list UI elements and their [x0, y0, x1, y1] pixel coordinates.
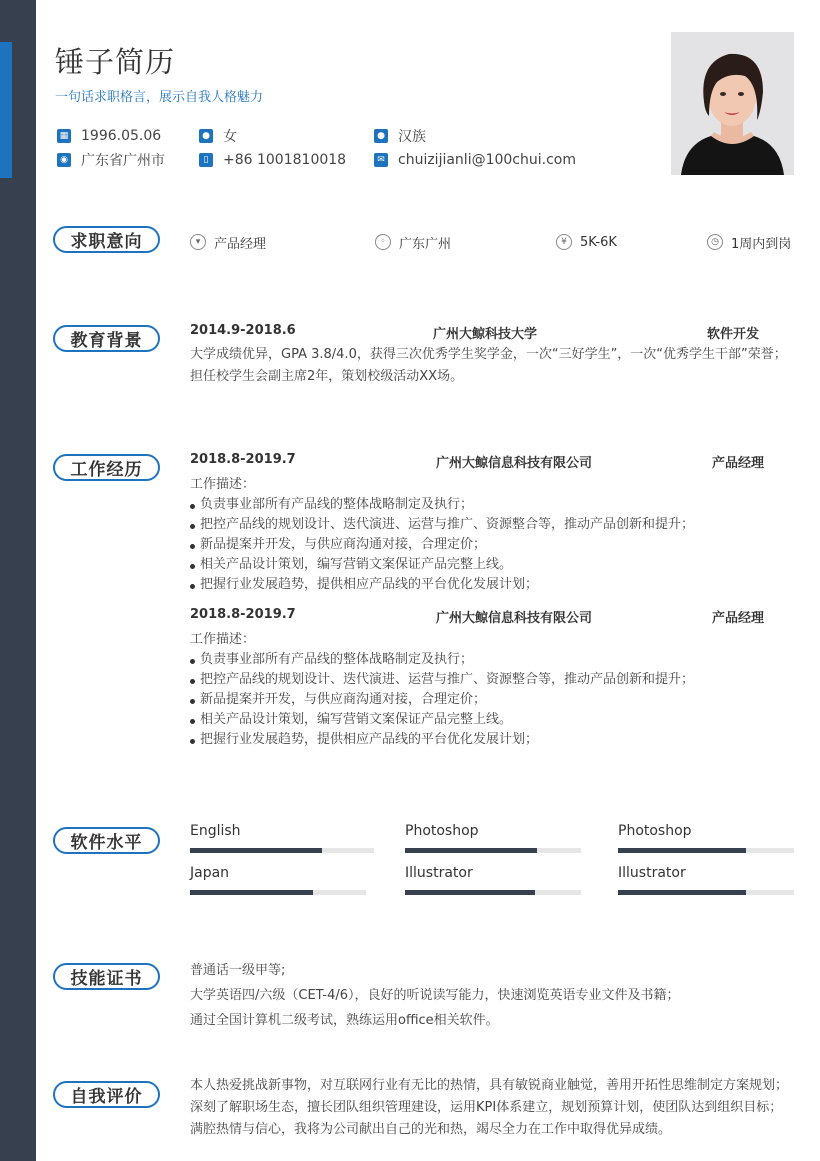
ethnicity-value: 汉族	[398, 129, 426, 145]
skill-bar	[190, 865, 366, 895]
section-title-certs: 技能证书	[53, 963, 160, 990]
person-badge-icon: ●	[374, 129, 388, 143]
info-birth	[57, 126, 161, 146]
skill-track	[190, 890, 366, 895]
resume-name: 锤子简历	[55, 45, 176, 79]
profile-photo	[671, 32, 794, 175]
education-header-row	[190, 323, 794, 343]
skill-fill	[405, 848, 537, 853]
phone-icon: ▯	[199, 153, 213, 167]
cert-line: 通过全国计算机二级考试，熟练运用office相关软件。	[190, 1013, 499, 1028]
skill-fill	[190, 890, 313, 895]
intent-salary	[556, 232, 617, 252]
skill-fill	[190, 848, 322, 853]
section-title-self: 自我评价	[53, 1081, 160, 1108]
skill-bar	[405, 865, 581, 895]
section-title-education: 教育背景	[53, 325, 160, 352]
work-item-description	[190, 475, 794, 595]
skill-track	[405, 890, 581, 895]
info-location	[57, 150, 165, 170]
skill-bar	[405, 823, 581, 853]
list-item: 新品提案并开发，与供应商沟通对接，合理定价；	[190, 690, 794, 710]
list-item: 相关产品设计策划，编写营销文案保证产品完整上线。	[190, 710, 794, 730]
skill-track	[405, 848, 581, 853]
mail-icon: ✉	[374, 153, 388, 167]
list-item: 负责事业部所有产品线的整体战略制定及执行；	[190, 495, 794, 515]
work-item-header	[190, 452, 794, 472]
skill-name: Illustrator	[405, 865, 473, 881]
intent-position-value: 产品经理	[214, 236, 267, 252]
list-item: 把控产品线的规划设计、迭代演进、运营与推广、资源整合等，推动产品创新和提升；	[190, 515, 794, 535]
skill-name: Illustrator	[618, 865, 686, 881]
skill-bar	[618, 823, 794, 853]
self-evaluation-text: 本人热爱挑战新事物，对互联网行业有无比的热情，具有敏锐商业触觉，善用开拓性思维制定方案规划；深刻了解职场生态，擅长团队组织管理建设，运用KPI体系建立，规划预算计划，使团队达到组织目标；满腔热情与信心，我将为公司献出自己的光和热，竭尽全力在工作中取得优异成绩。	[190, 1078, 789, 1137]
clock-icon: ◷	[707, 234, 723, 250]
work-company: 广州大鲸信息科技有限公司	[436, 611, 593, 626]
phone-value: +86 1001810018	[223, 152, 347, 168]
work-role: 产品经理	[712, 611, 765, 626]
skill-name: Photoshop	[405, 823, 479, 839]
list-item: 把握行业发展趋势，提供相应产品线的平台优化发展计划；	[190, 730, 794, 750]
location-icon: ◦	[375, 234, 391, 250]
intent-availability-value: 1周内到岗	[731, 236, 792, 252]
calendar-icon: ▦	[57, 129, 71, 143]
info-phone	[199, 150, 346, 170]
skill-track	[618, 890, 794, 895]
cert-line: 大学英语四/六级（CET-4/6），良好的听说读写能力，快速浏览英语专业文件及书籍；	[190, 988, 680, 1003]
skill-name: Photoshop	[618, 823, 692, 839]
skill-name: Japan	[190, 865, 230, 881]
info-ethnicity	[374, 126, 426, 146]
intent-salary-value: 5K-6K	[580, 234, 617, 250]
sidebar-accent	[0, 42, 12, 178]
birth-value: 1996.05.06	[81, 128, 162, 144]
work-desc-label: 工作描述：	[190, 477, 256, 492]
section-title-intent: 求职意向	[53, 226, 160, 253]
intent-position	[190, 232, 266, 252]
education-major: 软件开发	[707, 327, 760, 342]
work-item-header	[190, 607, 794, 627]
skill-track	[618, 848, 794, 853]
education-period: 2014.9-2018.6	[190, 323, 296, 338]
section-title-work: 工作经历	[53, 454, 160, 481]
skill-bar	[190, 823, 374, 853]
skill-track	[190, 848, 374, 853]
email-value: chuizijianli@100chui.com	[398, 152, 576, 168]
list-item: 相关产品设计策划，编写营销文案保证产品完整上线。	[190, 555, 794, 575]
list-item: 把握行业发展趋势，提供相应产品线的平台优化发展计划；	[190, 575, 794, 595]
work-desc-label: 工作描述：	[190, 632, 256, 647]
work-period: 2018.8-2019.7	[190, 452, 296, 467]
work-role: 产品经理	[712, 456, 765, 471]
skill-fill	[618, 848, 746, 853]
skill-fill	[405, 890, 535, 895]
location-pin-icon: ◉	[57, 153, 71, 167]
section-title-skills: 软件水平	[53, 827, 160, 854]
list-item: 把控产品线的规划设计、迭代演进、运营与推广、资源整合等，推动产品创新和提升；	[190, 670, 794, 690]
location-value: 广东省广州市	[81, 153, 165, 169]
tie-icon: ▾	[190, 234, 206, 250]
intent-availability	[707, 232, 791, 252]
work-period: 2018.8-2019.7	[190, 607, 296, 622]
skill-fill	[618, 890, 746, 895]
education-description: 大学成绩优异，GPA 3.8/4.0，获得三次优秀学生奖学金，一次“三好学生”，一次“优秀学生干部”荣誉；担任校学生会副主席2年，策划校级活动XX场。	[190, 347, 787, 384]
work-company: 广州大鲸信息科技有限公司	[436, 456, 593, 471]
cert-line: 普通话一级甲等;	[190, 963, 286, 978]
intent-city	[375, 232, 451, 252]
skill-name: English	[190, 823, 241, 839]
certs-list	[190, 958, 794, 1033]
info-gender	[199, 126, 237, 146]
resume-motto: 一句话求职格言，展示自我人格魅力	[55, 90, 264, 105]
education-school: 广州大鲸科技大学	[433, 327, 538, 342]
list-item: 新品提案并开发，与供应商沟通对接，合理定价；	[190, 535, 794, 555]
info-email	[374, 150, 576, 170]
gender-value: 女	[223, 129, 237, 145]
intent-city-value: 广东广州	[399, 236, 452, 252]
list-item: 负责事业部所有产品线的整体战略制定及执行；	[190, 650, 794, 670]
skill-bar	[618, 865, 794, 895]
person-icon: ●	[199, 129, 213, 143]
yen-icon: ¥	[556, 234, 572, 250]
work-item-description	[190, 630, 794, 750]
